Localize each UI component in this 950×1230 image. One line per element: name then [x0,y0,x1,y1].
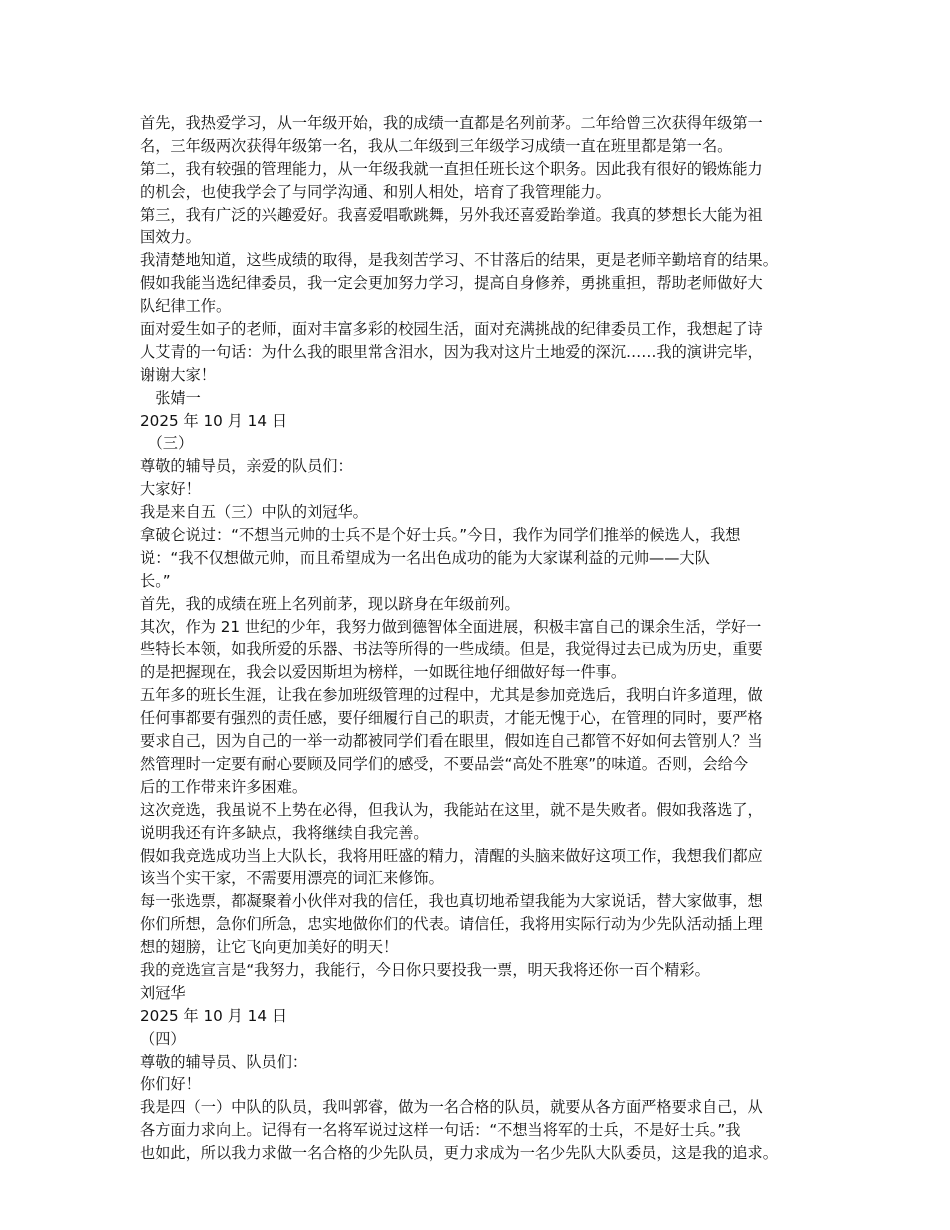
text-line: 你们所想，急你们所急，忠实地做你们的代表。请信任，我将用实际行动为少先队活动插上理 [140,915,763,934]
text-line: 谢谢大家！ [140,365,216,384]
greeting: 大家好！ [140,480,201,499]
text-line: 该当个实干家，不需要用漂亮的词汇来修饰。 [140,869,444,888]
text-line: 要求自己，因为自己的一举一动都被同学们看在眼里，假如连自己都管不好如何去管别人？当 [140,732,763,751]
text-line: 面对爱生如子的老师，面对丰富多彩的校园生活，面对充满挑战的纪律委员工作，我想起了诗 [140,320,763,339]
text-line: 我的竞选宣言是“我努力，我能行，今日你只要投我一票，明天我将还你一百个精彩。 [140,960,710,979]
text-line: 队纪律工作。 [140,297,232,316]
text-line: 后的工作带来许多困难。 [140,777,308,796]
text-line: 说：“我不仅想做元帅，而且希望成为一名出色成功的能为大家谋利益的元帅——大队 [140,548,710,567]
section-heading: （三） [140,434,194,453]
text-line: 首先，我热爱学习，从一年级开始，我的成绩一直都是名列前茅。二年给曾三次获得年级第一 [140,114,763,132]
text-line: 首先，我的成绩在班上名列前茅，现以跻身在年级前列。 [140,594,520,613]
text-line: 我清楚地知道，这些成绩的取得，是我刻苦学习、不甘落后的结果，更是老师辛勤培育的结果。 [140,251,778,270]
text-line: 每一张选票，都凝聚着小伙伴对我的信任，我也真切地希望我能为大家说话，替大家做事，想 [140,892,763,911]
text-line: 名，三年级两次获得年级第一名，我从二年级到三年级学习成绩一直在班里都是第一名。 [140,136,733,155]
text-line: 五年多的班长生涯，让我在参加班级管理的过程中，尤其是参加竞选后，我明白许多道理，做 [140,686,763,705]
signature-name: 张婧一 [140,388,201,407]
greeting: 你们好！ [140,1075,201,1094]
signature-date: 2025 年 10 月 14 日 [140,1006,288,1025]
text-line: 各方面力求向上。记得有一名将军说过这样一句话：“不想当将军的士兵，不是好士兵。”我 [140,1121,741,1140]
text-line: 人艾青的一句话：为什么我的眼里常含泪水，因为我对这片土地爱的深沉……我的演讲完毕， [140,342,763,361]
text-line: 长。” [140,571,171,590]
salutation: 尊敬的辅导员，亲爱的队员们： [140,457,353,476]
text-line: 想的翅膀，让它飞向更加美好的明天！ [140,938,399,957]
salutation: 尊敬的辅导员、队员们： [140,1052,308,1071]
text-line: 说明我还有许多缺点，我将继续自我完善。 [140,823,429,842]
text-line: 也如此，所以我力求做一名合格的少先队员，更力求成为一名少先队大队委员，这是我的追求。 [140,1144,778,1163]
document-body [140,112,820,1165]
text-line: 其次，作为 21 世纪的少年，我努力做到德智体全面进展，积极丰富自己的课余生活，学好一 [140,617,762,636]
text-line: 假如我竞选成功当上大队长，我将用旺盛的精力，清醒的头脑来做好这项工作，我想我们都应 [140,846,763,865]
text-line: 第二，我有较强的管理能力，从一年级我就一直担任班长这个职务。因此我有很好的锻炼能力 [140,159,763,178]
text-line: 假如我能当选纪律委员，我一定会更加努力学习，提高自身修养，勇挑重担，帮助老师做好大 [140,274,763,293]
text-line: 的是把握现在，我会以爱因斯坦为榜样，一如既往地仔细做好每一件事。 [140,663,626,682]
text-line: 拿破仑说过：“不想当元帅的士兵不是个好士兵。”今日，我作为同学们推举的候选人，我想 [140,526,741,545]
text-line: 的机会，也使我学会了与同学沟通、和别人相处，培育了我管理能力。 [140,182,611,201]
text-line: 我是来自五（三）中队的刘冠华。 [140,503,368,522]
signature-name: 刘冠华 [140,983,186,1002]
text-line: 国效力。 [140,228,201,247]
text-line: 任何事都要有强烈的责任感，要仔细履行自己的职责，才能无愧于心，在管理的同时，要严格 [140,709,763,728]
section-heading: （四） [140,1029,186,1048]
text-line: 第三，我有广泛的兴趣爱好。我喜爱唱歌跳舞，另外我还喜爱跆拳道。我真的梦想长大能为祖 [140,205,763,224]
text-line: 然管理时一定要有耐心要顾及同学们的感受，不要品尝“高处不胜寒”的味道。否则，会给今 [140,754,749,773]
text-line: 我是四（一）中队的队员，我叫郭睿，做为一名合格的队员，就要从各方面严格要求自己，从 [140,1098,763,1117]
signature-date: 2025 年 10 月 14 日 [140,411,288,430]
text-line: 这次竞选，我虽说不上势在必得，但我认为，我能站在这里，就不是失败者。假如我落选了， [140,800,763,819]
text-line: 些特长本领，如我所爱的乐器、书法等所得的一些成绩。但是，我觉得过去已成为历史，重要 [140,640,763,659]
